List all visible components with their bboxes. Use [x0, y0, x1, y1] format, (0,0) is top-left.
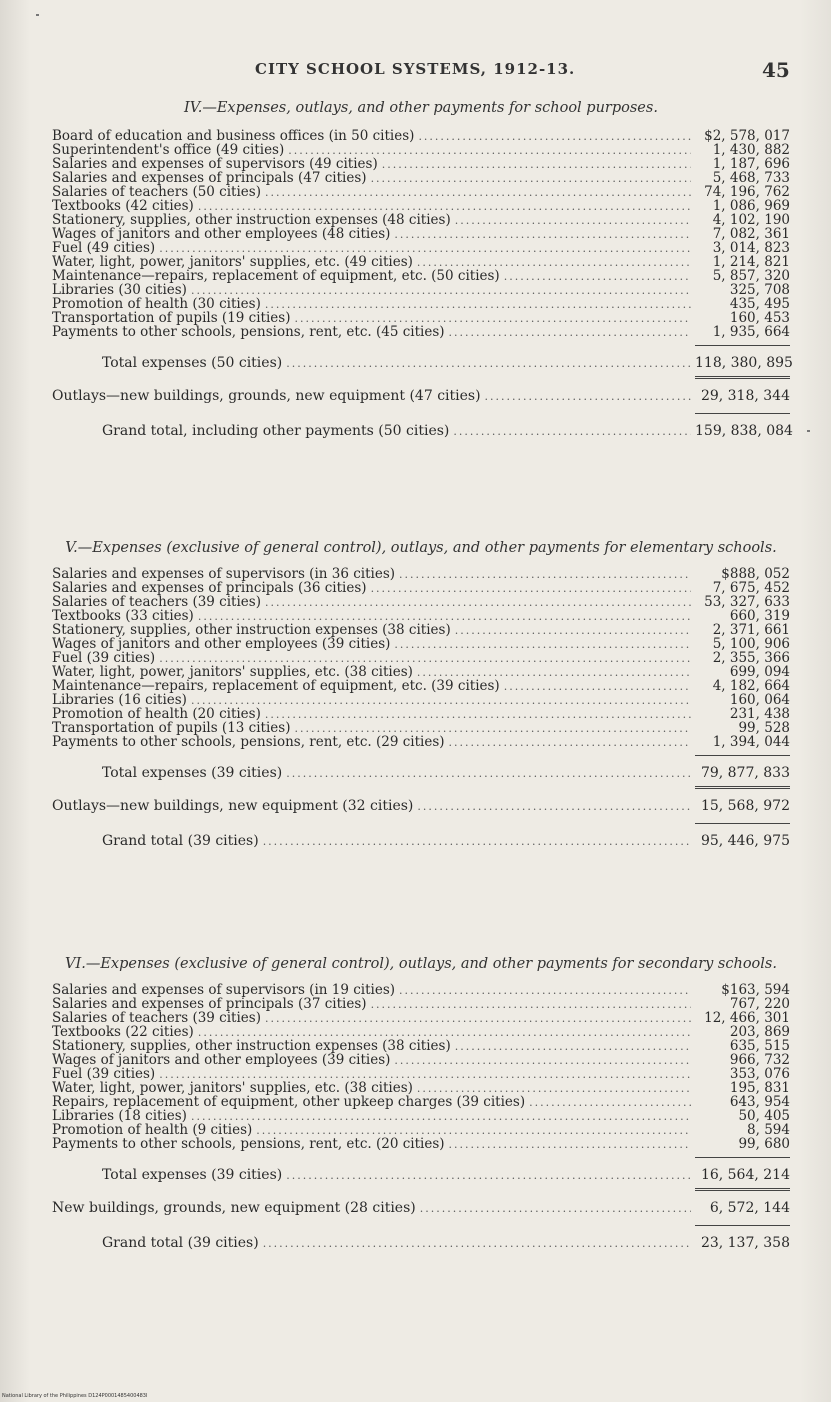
row-label: Salaries of teachers (39 cities) — [52, 1010, 261, 1026]
total-row — [52, 1162, 790, 1188]
row-value: $2, 578, 017 — [704, 128, 790, 144]
row-value: 435, 495 — [729, 296, 790, 312]
row-label: Payments to other schools, pensions, rent, etc. (20 cities) — [52, 1136, 445, 1152]
total-label: Total expenses (50 cities) — [102, 355, 283, 371]
row-value: 5, 100, 906 — [712, 636, 790, 652]
table-row — [52, 637, 790, 651]
double-rule — [695, 376, 790, 379]
section-v — [52, 540, 790, 854]
scan-attribution: National Library of the Philippines D124P0001485400483I — [2, 1393, 148, 1399]
leader-dots — [286, 351, 691, 377]
table-row — [52, 623, 790, 637]
running-title: CITY SCHOOL SYSTEMS, 1912-13. — [255, 60, 576, 78]
table-row — [52, 581, 790, 595]
row-value: 3, 014, 823 — [712, 240, 790, 256]
row-label: Wages of janitors and other employees (39 cities) — [52, 1052, 391, 1068]
section-title: IV.—Expenses, outlays, and other payments for school purposes. — [184, 100, 658, 116]
rule-line — [695, 1157, 790, 1158]
leader-dots — [529, 1096, 691, 1110]
row-label: Maintenance—repairs, replacement of equipment, etc. (50 cities) — [52, 268, 500, 284]
row-label: Stationery, supplies, other instruction expenses (38 cities) — [52, 622, 451, 638]
rule-line — [695, 755, 790, 756]
table-row — [52, 1123, 790, 1137]
row-value: 7, 675, 452 — [712, 580, 790, 596]
row-label: Promotion of health (9 cities) — [52, 1122, 253, 1138]
section-iv — [52, 100, 793, 444]
leader-dots — [394, 228, 691, 242]
table-row — [52, 609, 790, 623]
total-value: 79, 877, 833 — [700, 765, 790, 781]
double-rule — [695, 786, 790, 789]
grand-total-value: 23, 137, 358 — [700, 1235, 790, 1251]
row-label: Repairs, replacement of equipment, other upkeep charges (39 cities) — [52, 1094, 526, 1110]
row-label: Textbooks (42 cities) — [52, 198, 194, 214]
table-row — [52, 1095, 790, 1109]
row-value: 74, 196, 762 — [704, 184, 790, 200]
row-value: 99, 528 — [738, 720, 790, 736]
outlays-value: 15, 568, 972 — [700, 798, 790, 814]
outlays-row — [52, 793, 790, 819]
row-value: 966, 732 — [729, 1052, 790, 1068]
row-label: Wages of janitors and other employees (39 cities) — [52, 636, 391, 652]
row-label: Superintendent's office (49 cities) — [52, 142, 285, 158]
row-value: 5, 857, 320 — [712, 268, 790, 284]
row-label: Water, light, power, janitors' supplies, etc. (49 cities) — [52, 254, 413, 270]
table-row — [52, 241, 790, 255]
table-row — [52, 707, 790, 721]
table-row — [52, 997, 790, 1011]
leader-dots — [265, 186, 691, 200]
table-row — [52, 735, 790, 749]
leader-dots — [504, 270, 691, 284]
leader-dots — [263, 829, 691, 855]
leader-dots — [420, 1196, 691, 1222]
leader-dots — [485, 384, 691, 410]
leader-dots — [265, 298, 691, 312]
grand-total-row — [52, 418, 793, 444]
table-row — [52, 983, 790, 997]
leader-dots — [371, 998, 691, 1012]
leader-dots — [417, 794, 691, 820]
leader-dots — [449, 326, 691, 340]
leader-dots — [263, 1231, 691, 1257]
leader-dots — [455, 1040, 691, 1054]
row-value: 8, 594 — [747, 1122, 790, 1138]
scan-speck — [36, 14, 39, 16]
table-row — [52, 595, 790, 609]
row-value: 7, 082, 361 — [712, 226, 790, 242]
row-value: 2, 371, 661 — [712, 622, 790, 638]
table-row — [52, 171, 790, 185]
row-value: 643, 954 — [729, 1094, 790, 1110]
row-value: 1, 394, 044 — [712, 734, 790, 750]
leader-dots — [453, 419, 691, 445]
grand-total-label: Grand total (39 cities) — [102, 833, 259, 849]
row-value: 160, 453 — [729, 310, 790, 326]
row-label: Salaries and expenses of principals (37 cities) — [52, 996, 367, 1012]
row-label: Libraries (30 cities) — [52, 282, 187, 298]
row-label: Transportation of pupils (19 cities) — [52, 310, 291, 326]
row-value: 1, 430, 882 — [712, 142, 790, 158]
outlays-label: Outlays—new buildings, new equipment (32 cities) — [52, 798, 414, 814]
table-row — [52, 297, 790, 311]
row-label: Salaries and expenses of supervisors (in 19 cities) — [52, 982, 396, 998]
row-label: Salaries and expenses of principals (47 cities) — [52, 170, 367, 186]
table-row — [52, 143, 790, 157]
table-row — [52, 1081, 790, 1095]
row-label: Water, light, power, janitors' supplies, etc. (38 cities) — [52, 1080, 413, 1096]
grand-total-row — [52, 828, 790, 854]
grand-total-label: Grand total (39 cities) — [102, 1235, 259, 1251]
section-title: VI.—Expenses (exclusive of general control), outlays, and other payments for secondary schools. — [65, 956, 777, 972]
total-label: Total expenses (39 cities) — [102, 765, 283, 781]
outlays-label: New buildings, grounds, new equipment (28 cities) — [52, 1200, 416, 1216]
total-row — [52, 350, 793, 376]
table-row — [52, 213, 790, 227]
row-label: Transportation of pupils (13 cities) — [52, 720, 291, 736]
leader-dots — [191, 1110, 691, 1124]
row-value: 12, 466, 301 — [704, 1010, 790, 1026]
leader-dots — [265, 708, 691, 722]
row-label: Promotion of health (30 cities) — [52, 296, 261, 312]
row-value: 99, 680 — [738, 1136, 790, 1152]
outlays-value: 29, 318, 344 — [700, 388, 790, 404]
row-value: 231, 438 — [729, 706, 790, 722]
leader-dots — [504, 680, 691, 694]
table-row — [52, 185, 790, 199]
leader-dots — [418, 130, 691, 144]
table-row — [52, 721, 790, 735]
row-label: Salaries of teachers (39 cities) — [52, 594, 261, 610]
row-value: 660, 319 — [729, 608, 790, 624]
table-row — [52, 693, 790, 707]
table-row — [52, 1025, 790, 1039]
grand-total-row — [52, 1230, 790, 1256]
table-row — [52, 269, 790, 283]
outlays-row — [52, 1195, 790, 1221]
row-label: Libraries (16 cities) — [52, 692, 187, 708]
row-value: 5, 468, 733 — [712, 170, 790, 186]
row-label: Salaries and expenses of principals (36 cities) — [52, 580, 367, 596]
row-label: Stationery, supplies, other instruction expenses (38 cities) — [52, 1038, 451, 1054]
outlays-value: 6, 572, 144 — [709, 1200, 790, 1216]
row-value: 4, 102, 190 — [712, 212, 790, 228]
rule-line — [695, 345, 790, 346]
expense-rows — [52, 129, 790, 339]
table-row — [52, 1067, 790, 1081]
leader-dots — [449, 736, 691, 750]
row-label: Textbooks (33 cities) — [52, 608, 194, 624]
row-value: 1, 214, 821 — [712, 254, 790, 270]
rule-line — [695, 823, 790, 824]
row-label: Promotion of health (20 cities) — [52, 706, 261, 722]
row-value: 353, 076 — [729, 1066, 790, 1082]
row-label: Water, light, power, janitors' supplies, etc. (38 cities) — [52, 664, 413, 680]
expense-rows — [52, 567, 790, 749]
leader-dots — [399, 984, 691, 998]
leader-dots — [382, 158, 691, 172]
row-label: Fuel (39 cities) — [52, 650, 156, 666]
row-label: Maintenance—repairs, replacement of equipment, etc. (39 cities) — [52, 678, 500, 694]
scan-speck — [807, 430, 810, 432]
row-value: 699, 094 — [729, 664, 790, 680]
total-row — [52, 760, 790, 786]
grand-total-label: Grand total, including other payments (50 cities) — [102, 423, 450, 439]
section-title: V.—Expenses (exclusive of general control), outlays, and other payments for elementary schools. — [65, 540, 777, 556]
table-row — [52, 325, 790, 339]
leader-dots — [371, 172, 691, 186]
table-row — [52, 679, 790, 693]
section-vi — [52, 956, 790, 1256]
row-value: 4, 182, 664 — [712, 678, 790, 694]
leader-dots — [286, 1163, 691, 1189]
page-number: 45 — [762, 58, 790, 82]
row-value: 53, 327, 633 — [704, 594, 790, 610]
table-row — [52, 283, 790, 297]
table-row — [52, 1039, 790, 1053]
row-value: $888, 052 — [721, 566, 790, 582]
row-label: Salaries of teachers (50 cities) — [52, 184, 261, 200]
total-value: 118, 380, 895 — [695, 355, 793, 371]
leader-dots — [394, 1054, 691, 1068]
table-row — [52, 1053, 790, 1067]
row-value: 1, 935, 664 — [712, 324, 790, 340]
table-row — [52, 255, 790, 269]
row-label: Fuel (49 cities) — [52, 240, 156, 256]
leader-dots — [371, 582, 691, 596]
outlays-label: Outlays—new buildings, grounds, new equipment (47 cities) — [52, 388, 481, 404]
row-label: Wages of janitors and other employees (48 cities) — [52, 226, 391, 242]
leader-dots — [399, 568, 691, 582]
row-value: 767, 220 — [729, 996, 790, 1012]
leader-dots — [449, 1138, 691, 1152]
leader-dots — [265, 1012, 691, 1026]
row-label: Payments to other schools, pensions, rent, etc. (45 cities) — [52, 324, 445, 340]
row-label: Fuel (39 cities) — [52, 1066, 156, 1082]
row-label: Salaries and expenses of supervisors (in 36 cities) — [52, 566, 396, 582]
leader-dots — [394, 638, 691, 652]
double-rule — [695, 1188, 790, 1191]
row-value: 50, 405 — [738, 1108, 790, 1124]
table-row — [52, 129, 790, 143]
table-row — [52, 1109, 790, 1123]
row-value: 195, 831 — [729, 1080, 790, 1096]
table-row — [52, 665, 790, 679]
table-row — [52, 1137, 790, 1151]
leader-dots — [191, 694, 691, 708]
row-value: 1, 187, 696 — [712, 156, 790, 172]
grand-total-value: 159, 838, 084 — [695, 423, 793, 439]
leader-dots — [455, 214, 691, 228]
row-value: 1, 086, 969 — [712, 198, 790, 214]
row-value: 160, 064 — [729, 692, 790, 708]
row-label: Salaries and expenses of supervisors (49 cities) — [52, 156, 378, 172]
row-value: 2, 355, 366 — [712, 650, 790, 666]
row-value: 635, 515 — [729, 1038, 790, 1054]
outlays-row — [52, 383, 790, 409]
row-label: Stationery, supplies, other instruction expenses (48 cities) — [52, 212, 451, 228]
rule-line — [695, 1225, 790, 1226]
table-row — [52, 227, 790, 241]
row-value: $163, 594 — [721, 982, 790, 998]
table-row — [52, 1011, 790, 1025]
leader-dots — [265, 596, 691, 610]
row-label: Board of education and business offices (in 50 cities) — [52, 128, 415, 144]
leader-dots — [286, 761, 691, 787]
table-row — [52, 199, 790, 213]
rule-line — [695, 413, 790, 414]
table-row — [52, 157, 790, 171]
row-label: Textbooks (22 cities) — [52, 1024, 194, 1040]
leader-dots — [191, 284, 691, 298]
leader-dots — [455, 624, 691, 638]
page-header — [0, 60, 831, 88]
total-value: 16, 564, 214 — [700, 1167, 790, 1183]
table-row — [52, 311, 790, 325]
table-row — [52, 651, 790, 665]
row-label: Payments to other schools, pensions, rent, etc. (29 cities) — [52, 734, 445, 750]
table-row — [52, 567, 790, 581]
row-value: 203, 869 — [729, 1024, 790, 1040]
expense-rows — [52, 983, 790, 1151]
grand-total-value: 95, 446, 975 — [700, 833, 790, 849]
total-label: Total expenses (39 cities) — [102, 1167, 283, 1183]
row-label: Libraries (18 cities) — [52, 1108, 187, 1124]
row-value: 325, 708 — [729, 282, 790, 298]
